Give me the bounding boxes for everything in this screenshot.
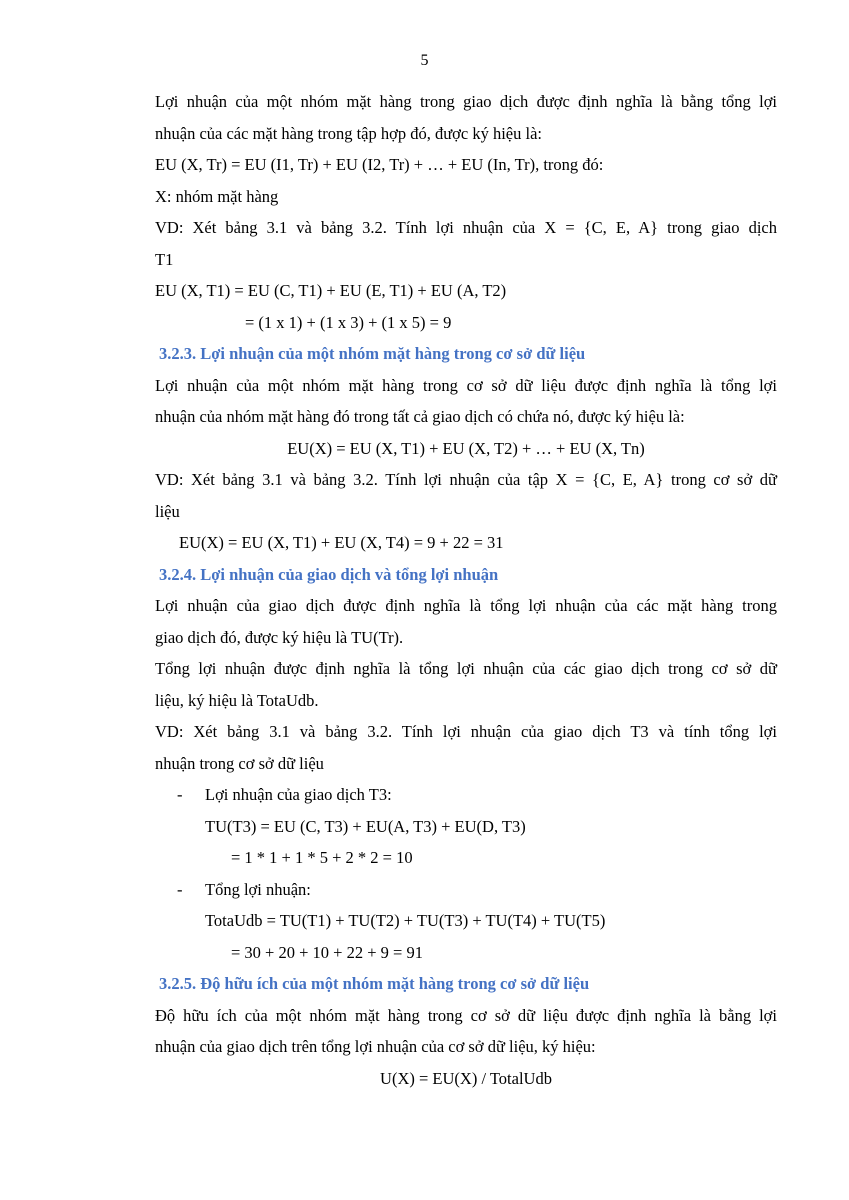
- section-heading-3-2-3: 3.2.3. Lợi nhuận của một nhóm mặt hàng trong cơ sở dữ liệu: [159, 344, 586, 363]
- paragraph-line: nhuận của các mặt hàng trong tập hợp đó, được ký hiệu là:: [155, 123, 542, 143]
- paragraph-line: nhuận của nhóm mặt hàng đó trong tất cả giao dịch có chứa nó, được ký hiệu là:: [155, 407, 685, 426]
- formula-line: EU (X, Tr) = EU (I1, Tr) + EU (I2, Tr) + … + EU (In, Tr), trong đó:: [155, 155, 604, 174]
- paragraph-line: Tổng lợi nhuận được định nghĩa là tổng lợi nhuận của các giao dịch trong cơ sở dữ: [155, 659, 777, 678]
- bullet-item: [155, 874, 777, 906]
- paragraph-line: Lợi nhuận của một nhóm mặt hàng trong giao dịch được định nghĩa là bằng tổng lợi: [155, 92, 777, 111]
- paragraph-line: Độ hữu ích của một nhóm mặt hàng trong cơ sở dữ liệu được định nghĩa là bằng lợi: [155, 1005, 777, 1025]
- formula-line: = 1 * 1 + 1 * 5 + 2 * 2 = 10: [231, 848, 413, 867]
- formula-line: U(X) = EU(X) / TotalUdb: [380, 1068, 552, 1088]
- document-body: [155, 86, 777, 1094]
- bullet-text: Tổng lợi nhuận:: [205, 879, 311, 899]
- formula-line: EU(X) = EU (X, T1) + EU (X, T4) = 9 + 22 = 31: [179, 533, 504, 552]
- paragraph-line: nhuận của giao dịch trên tổng lợi nhuận của cơ sở dữ liệu, ký hiệu:: [155, 1037, 596, 1056]
- formula-line: TotaUdb = TU(T1) + TU(T2) + TU(T3) + TU(T4) + TU(T5): [205, 911, 606, 930]
- example-line: VD: Xét bảng 3.1 và bảng 3.2. Tính lợi nhuận của tập X = {C, E, A} trong cơ sở dữ: [155, 470, 777, 489]
- example-line: VD: Xét bảng 3.1 và bảng 3.2. Tính lợi nhuận của giao dịch T3 và tính tổng lợi: [155, 722, 777, 741]
- example-line: liệu: [155, 501, 180, 521]
- example-line: T1: [155, 249, 174, 269]
- paragraph-line: Lợi nhuận của một nhóm mặt hàng trong cơ sở dữ liệu được định nghĩa là tổng lợi: [155, 375, 777, 395]
- bullet-text: Lợi nhuận của giao dịch T3:: [205, 785, 392, 804]
- paragraph-line: liệu, ký hiệu là TotaUdb.: [155, 690, 319, 710]
- section-heading-3-2-4: 3.2.4. Lợi nhuận của giao dịch và tổng lợi nhuận: [159, 564, 499, 584]
- formula-line: EU (X, T1) = EU (C, T1) + EU (E, T1) + EU (A, T2): [155, 281, 507, 300]
- bullet-item: [155, 779, 777, 811]
- formula-line: EU(X) = EU (X, T1) + EU (X, T2) + … + EU (X, Tn): [287, 438, 645, 458]
- bullet-dash: -: [177, 785, 183, 804]
- section-heading-3-2-5: 3.2.5. Độ hữu ích của một nhóm mặt hàng trong cơ sở dữ liệu: [159, 974, 590, 993]
- bullet-dash: -: [177, 879, 183, 899]
- paragraph-line: Lợi nhuận của giao dịch được định nghĩa là tổng lợi nhuận của các mặt hàng trong: [155, 596, 777, 615]
- formula-line: TU(T3) = EU (C, T3) + EU(A, T3) + EU(D, T3): [205, 816, 526, 836]
- example-line: VD: Xét bảng 3.1 và bảng 3.2. Tính lợi nhuận của X = {C, E, A} trong giao dịch: [155, 218, 777, 237]
- paragraph-line: giao dịch đó, được ký hiệu là TU(Tr).: [155, 627, 404, 647]
- paragraph-line: X: nhóm mặt hàng: [155, 186, 279, 206]
- formula-line: = (1 x 1) + (1 x 3) + (1 x 5) = 9: [245, 312, 452, 332]
- formula-line: = 30 + 20 + 10 + 22 + 9 = 91: [231, 942, 423, 962]
- example-line: nhuận trong cơ sở dữ liệu: [155, 753, 324, 773]
- page-number: 5: [420, 52, 429, 69]
